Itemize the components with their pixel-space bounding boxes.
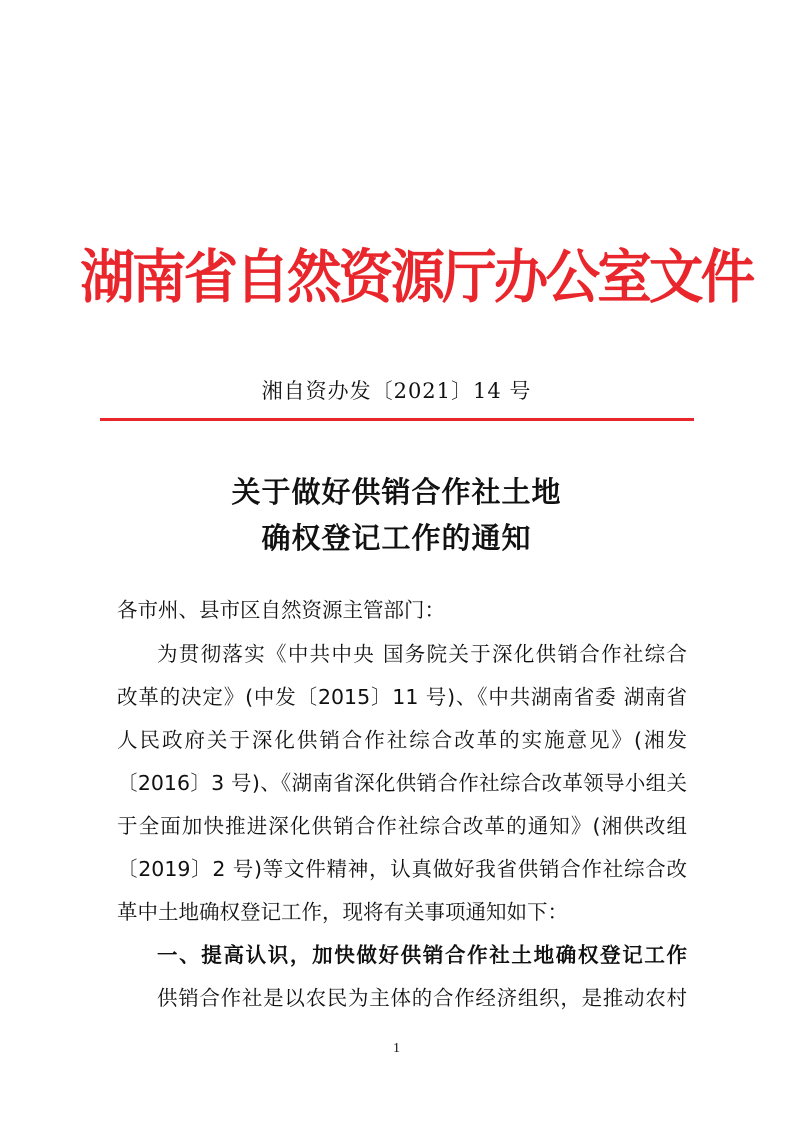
paragraph-line: 为贯彻落实《中共中央 国务院关于深化供销合作社综合: [157, 642, 687, 666]
paragraph-line: 革中土地确权登记工作，现将有关事项通知如下：: [117, 900, 568, 924]
paragraph-line: 于全面加快推进深化供销合作社综合改革的通知》(湘供改组: [117, 814, 687, 838]
notice-title-line-1: 关于做好供销合作社土地: [231, 475, 562, 509]
document-number: 湘自资办发〔2021〕14 号: [261, 379, 532, 403]
masthead-title: 湖南省自然资源厅办公室文件: [80, 243, 753, 311]
paragraph-line: 改革的决定》(中发〔2015〕11 号)、《中共湖南省委 湖南省: [117, 685, 687, 709]
section-heading-1: 一、提高认识，加快做好供销合作社土地确权登记工作: [157, 943, 687, 967]
paragraph-line: 〔2019〕2 号)等文件精神，认真做好我省供销合作社综合改: [117, 857, 687, 881]
notice-title-line-2: 确权登记工作的通知: [261, 521, 532, 555]
salutation: 各市州、县市区自然资源主管部门：: [117, 598, 445, 622]
paragraph-line: 〔2016〕3 号)、《湖南省深化供销合作社综合改革领导小组关: [117, 771, 687, 795]
page-number: 1: [393, 1041, 400, 1056]
red-separator-rule: [100, 418, 694, 421]
paragraph-line: 供销合作社是以农民为主体的合作经济组织，是推动农村: [157, 986, 687, 1010]
paragraph-line: 人民政府关于深化供销合作社综合改革的实施意见》(湘发: [117, 728, 687, 752]
